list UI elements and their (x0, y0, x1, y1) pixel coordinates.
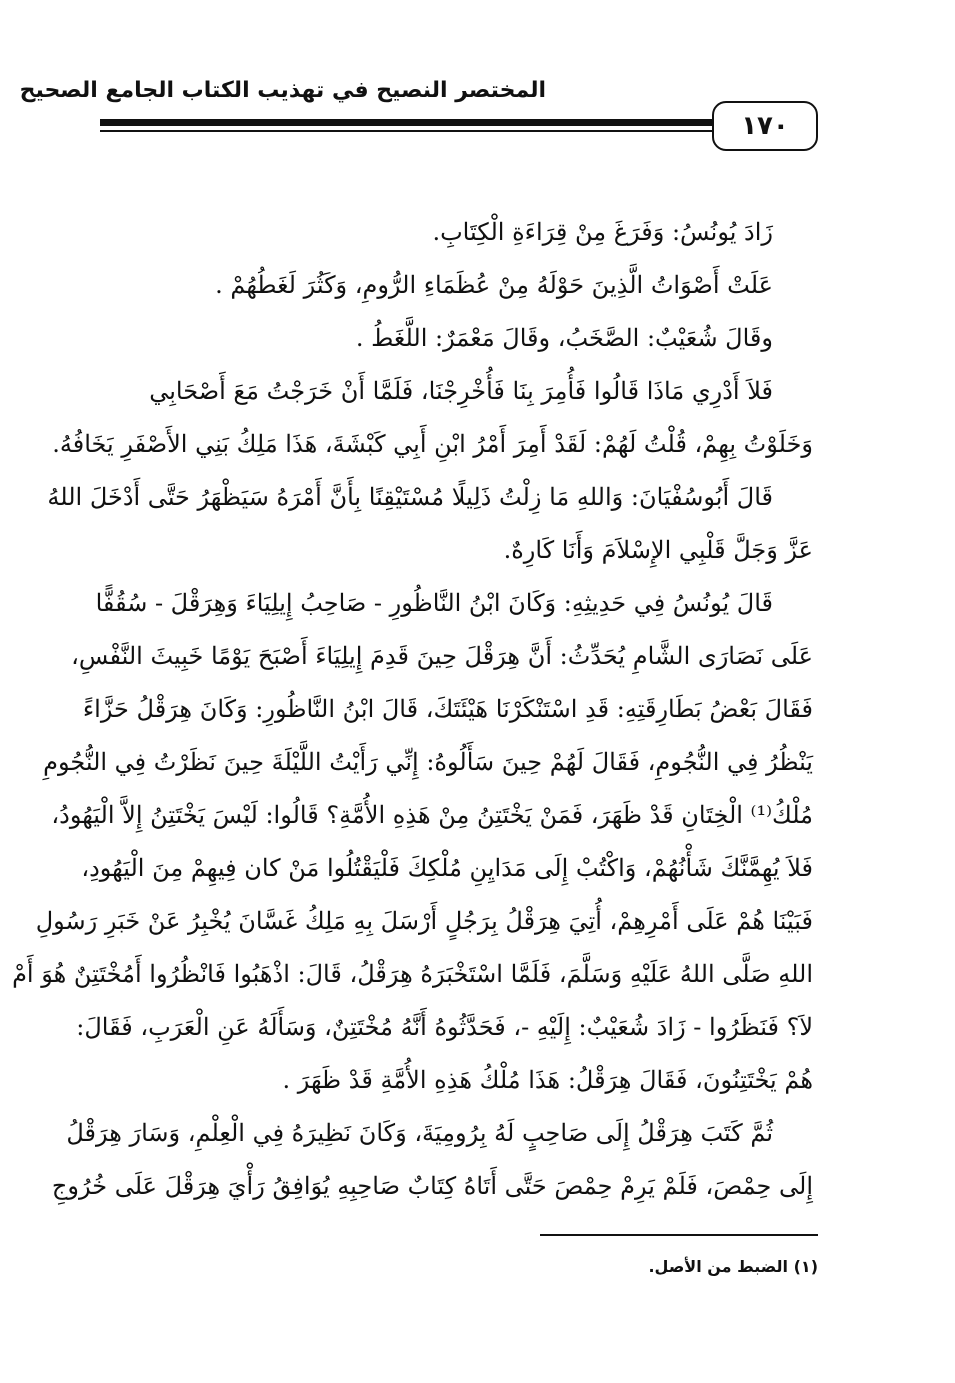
text-line: فَلاَ أَدْرِي مَاذَا قَالُوا فَأُمِرَ بِنَا فَأُخْرِجْنَا، فَلَمَّا أَنْ خَرَجْتُ مَعَ أَصْحَابِي (149, 377, 773, 405)
text-line: عَزَّ وَجَلَّ قَلْبِي الإِسْلاَمَ وَأَنَا كَارِهٌ. (503, 536, 813, 564)
text-line: اللهِ صَلَّى اللهُ عَلَيْهِ وَسَلَّمَ، فَلَمَّا اسْتَخْبَرَهُ هِرَقْلُ، قَالَ: اذْهَبُوا فَانْظُرُوا أَمُخْتَتِنٌ هُوَ أَمْ (12, 960, 813, 988)
text-line: ثُمَّ كَتَبَ هِرَقْلُ إِلَى صَاحِبٍ لَهُ بِرُومِيَةَ، وَكَانَ نَظِيرَهُ فِي الْعِلْمِ، وَسَارَ هِرَقْلُ (66, 1119, 773, 1147)
text-line: وقَالَ شُعَيْبٌ: الصَّخَبُ، وقَالَ مَعْمَرٌ: اللَّغَطُ . (355, 324, 773, 352)
text-line: عَلَى نَصَارَى الشَّامِ يُحَدِّثُ: أَنَّ هِرَقْلَ حِينَ قَدِمَ إِيلِيَاءَ أَصْبَحَ يَوْمًا خَبِيثَ النَّفْسِ، (71, 642, 813, 670)
text-line: قَالَ أَبُوسُفْيَانَ: وَاللهِ مَا زِلْتُ ذَلِيلًا مُسْتَيْقِنًا بِأَنَّ أَمْرَهُ سَيَظْهَرُ حَتَّى أَدْخَلَ اللهُ (47, 483, 773, 511)
main-text (12, 206, 813, 1213)
text-line: فَقَالَ بَعْضُ بَطَارِقَتِهِ: قَدِ اسْتَنْكَرْنَا هَيْئَتَكَ، قَالَ ابْنُ النَّاظُورِ: وَكَانَ هِرَقْلُ حَزَّاءً (82, 695, 813, 723)
text-line: هُمْ يَخْتَتِنُونَ، فَقَالَ هِرَقْلُ: هَذَا مُلْكُ هَذِهِ الأُمَّةِ قَدْ ظَهَرَ . (282, 1066, 813, 1094)
footnote-rule (540, 1234, 818, 1236)
text-line: فَبَيْنَا هُمْ عَلَى أَمْرِهِمْ، أُتِيَ هِرَقْلُ بِرَجُلٍ أَرْسَلَ بِهِ مَلِكُ غَسَّانَ يُخْبِرُ عَنْ خَبَرِ رَسُولِ (35, 907, 813, 935)
header-rule-thick (100, 119, 712, 126)
text-line: يَنْظُرُ فِي النُّجُومِ، فَقَالَ لَهُمْ حِينَ سَأَلُوهُ: إِنِّي رَأَيْتُ اللَّيْلَةَ حِينَ نَظَرْتُ فِي النُّجُومِ (43, 748, 813, 776)
text-line: لاَ؟ فَنَظَرُوا - زَادَ شُعَيْبٌ: إِلَيْهِ -، فَحَدَّثُوهُ أَنَّهُ مُخْتَتِنٌ، وَسَأَلَهُ عَنِ الْعَرَبِ، فَقَالَ: (76, 1013, 813, 1041)
text-line: فَلاَ يُهِمَّنَّكَ شَأْنُهُمْ، وَاكْتُبْ إِلَى مَدَايِنِ مُلْكِكَ فَلْيَقْتُلُوا مَنْ كان فِيهِمْ مِنَ الْيَهُودِ، (81, 854, 813, 882)
page-number: ١٧٠ (712, 101, 818, 151)
text-line: عَلَتْ أَصْوَاتُ الَّذِينَ حَوْلَهُ مِنْ عُظَمَاءِ الرُّومِ، وَكَثُرَ لَغَطُهُمْ . (215, 271, 773, 299)
running-title: المختصر النصيح في تهذيب الكتاب الجامع الصحيح (19, 78, 546, 103)
text-line: إِلَى حِمْصَ، فَلَمْ يَرِمْ حِمْصَ حَتَّى أَتَاهُ كِتَابٌ صَاحِبِهِ يُوَافِقُ رَأْيَ هِرَقْلَ عَلَى خُرُوجِ (51, 1172, 813, 1200)
text-line: قَالَ يُونُسُ فِي حَدِيثِهِ: وَكَانَ ابْنُ النَّاظُورِ - صَاحِبُ إِيلِيَاءَ وَهِرَقْلَ - سُقُفًّا (95, 589, 773, 617)
header-rule-thin (100, 130, 712, 132)
footnote: (١) الضبط من الأصل. (648, 1257, 818, 1276)
text-line: مُلْكُ⁽¹⁾ الْخِتَانِ قَدْ ظَهَرَ، فَمَنْ يَخْتَتِنُ مِنْ هَذِهِ الأُمَّةِ؟ قَالُوا: لَيْسَ يَخْتَتِنُ إِلاَّ الْيَهُودُ، (51, 801, 813, 829)
text-line: زَادَ يُونُسُ: وَفَرَغَ مِنْ قِرَاءَةِ الْكِتَابِ. (432, 218, 773, 246)
text-line: وَخَلَوْتُ بِهِمْ، قُلْتُ لَهُمْ: لَقَدْ أَمِرَ أَمْرُ ابْنِ أَبِي كَبْشَةَ، هَذَا مَلِكُ بَنِي الأَصْفَرِ يَخَافُهُ. (52, 430, 813, 458)
